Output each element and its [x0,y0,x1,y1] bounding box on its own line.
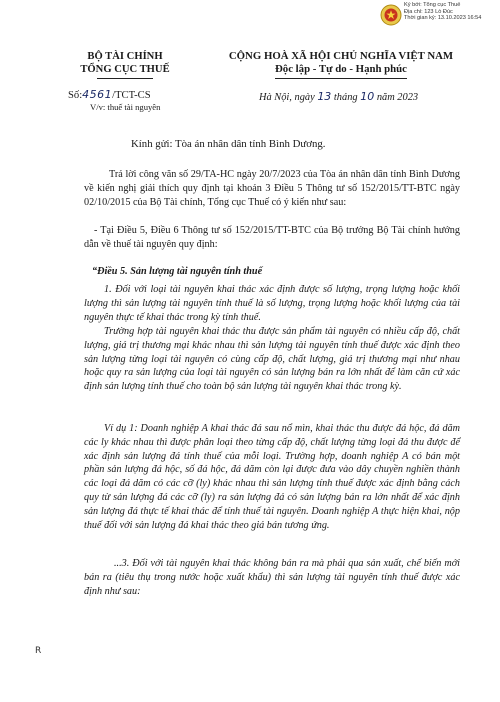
state-emblem-icon [380,4,402,26]
document-subject: V/v: thuế tài nguyên [90,102,161,112]
paragraph-clause-3: ...3. Đối với tài nguyên khai thác không bán ra mà phải qua sản xuất, chế biến mới bán ra (tiêu thụ trong nước hoặc xuất khẩu) thì sản lượng tài nguyên tính thuế được xác định như sau: [84,558,460,597]
doc-number-handwritten: 4561 [82,88,113,101]
paragraph-clause-1: 1. Đối với loại tài nguyên khai thác xác định được số lượng, trọng lượng hoặc khối lượng thì sản lượng tài nguyên tính thuế là số lượng, trọng lượng hoặc khối lượng của tài nguyên thực tế khai thác trong kỳ tính thuế. [84,284,460,323]
date-month-handwritten: 10 [360,90,375,103]
paragraph-example-1: Ví dụ 1: Doanh nghiệp A khai thác đá sau nổ mìn, khai thác thu được đá hộc, đá dăm các ly khác nhau thì được phân loại theo từng cấp độ, chất lượng từng loại đá thu được để xác định sản lượng đá tính thuế của mỗi loại. Trường hợp, doanh nghiệp A có bán một phần sản lượng đá hộc, số đá hộc, đá dăm còn lại được đưa vào dây chuyền nghiền thành các loại đá dăm có các cỡ (ly) khác nhau thì sản lượng tính thuế được xác định bằng cách quy từ sản lượng đá các cỡ (ly) ra sản lượng đá có sản lượng bán ra lớn nhất để xác định sản lượng đá thực tế khai thác để tính thuế tài nguyên. Doanh nghiệp A thực hiện khai, nộp thuế đối với sản lượng đá khai thác theo giá bán tương ứng. [84,423,460,531]
doc-number-prefix: Số: [68,90,83,101]
motto-underline [275,78,407,79]
recipient-greeting: Kính gửi: Tòa án nhân dân tỉnh Bình Dương. [131,138,326,150]
digital-signature [404,2,498,22]
issuer-block [60,50,190,79]
issuer-underline [97,78,153,79]
paragraph-multiple-grades: Trường hợp tài nguyên khai thác thu được sản phẩm tài nguyên có nhiều cấp độ, chất lượng, giá trị thương mại khác nhau thì sản lượng tài nguyên tính thuế được xác định theo sản lượng từng loại tài nguyên có cùng cấp độ, chất lượng, giá trị thương mại như nhau hoặc quy ra sản lượng của loại tài nguyên có sản lượng bán ra lớn nhất để làm căn cứ xác định sản lượng tính thuế cho toàn bộ sản lượng tài nguyên khai thác trong kỳ. [84,326,460,393]
date-year: năm 2023 [376,92,419,103]
national-header [196,50,486,79]
signature-time: Thời gian ký: 13.10.2023 16:54 [404,15,482,22]
doc-number-suffix: /TCT-CS [112,90,151,101]
signature-signer: Ký bởi: Tổng cục Thuế [404,2,461,8]
national-motto: Độc lập - Tự do - Hạnh phúc [275,63,407,75]
document-number [68,88,151,101]
nation-name: CỘNG HOÀ XÃ HỘI CHỦ NGHĨA VIỆT NAM [228,50,454,62]
issue-date [259,90,418,103]
date-prefix: Hà Nội, ngày [259,92,315,103]
signature-address: Địa chỉ: 123 Lò Đúc [404,8,453,15]
ministry-name: BỘ TÀI CHÍNH [87,51,163,62]
paragraph-reply: Trả lời công văn số 29/TA-HC ngày 20/7/2023 của Tòa án nhân dân tỉnh Bình Dương về kiến nghị giải thích quy định tại khoản 3 Điều 5 Thông tư số 152/2015/TT-BTC ngày 02/10/2015 của Bộ Tài chính, Tổng cục Thuế có ý kiến như sau: [84,169,460,208]
margin-mark: R [35,646,42,656]
department-name: TỔNG CỤC THUẾ [80,64,170,75]
article-heading: “Điều 5. Sản lượng tài nguyên tính thuế [92,266,263,277]
date-month-label: tháng [333,92,358,103]
paragraph-legal-basis: - Tại Điều 5, Điều 6 Thông tư số 152/2015/TT-BTC của Bộ trưởng Bộ Tài chính hướng dẫn về thuế tài nguyên quy định: [84,225,460,250]
date-day-handwritten: 13 [317,90,332,103]
